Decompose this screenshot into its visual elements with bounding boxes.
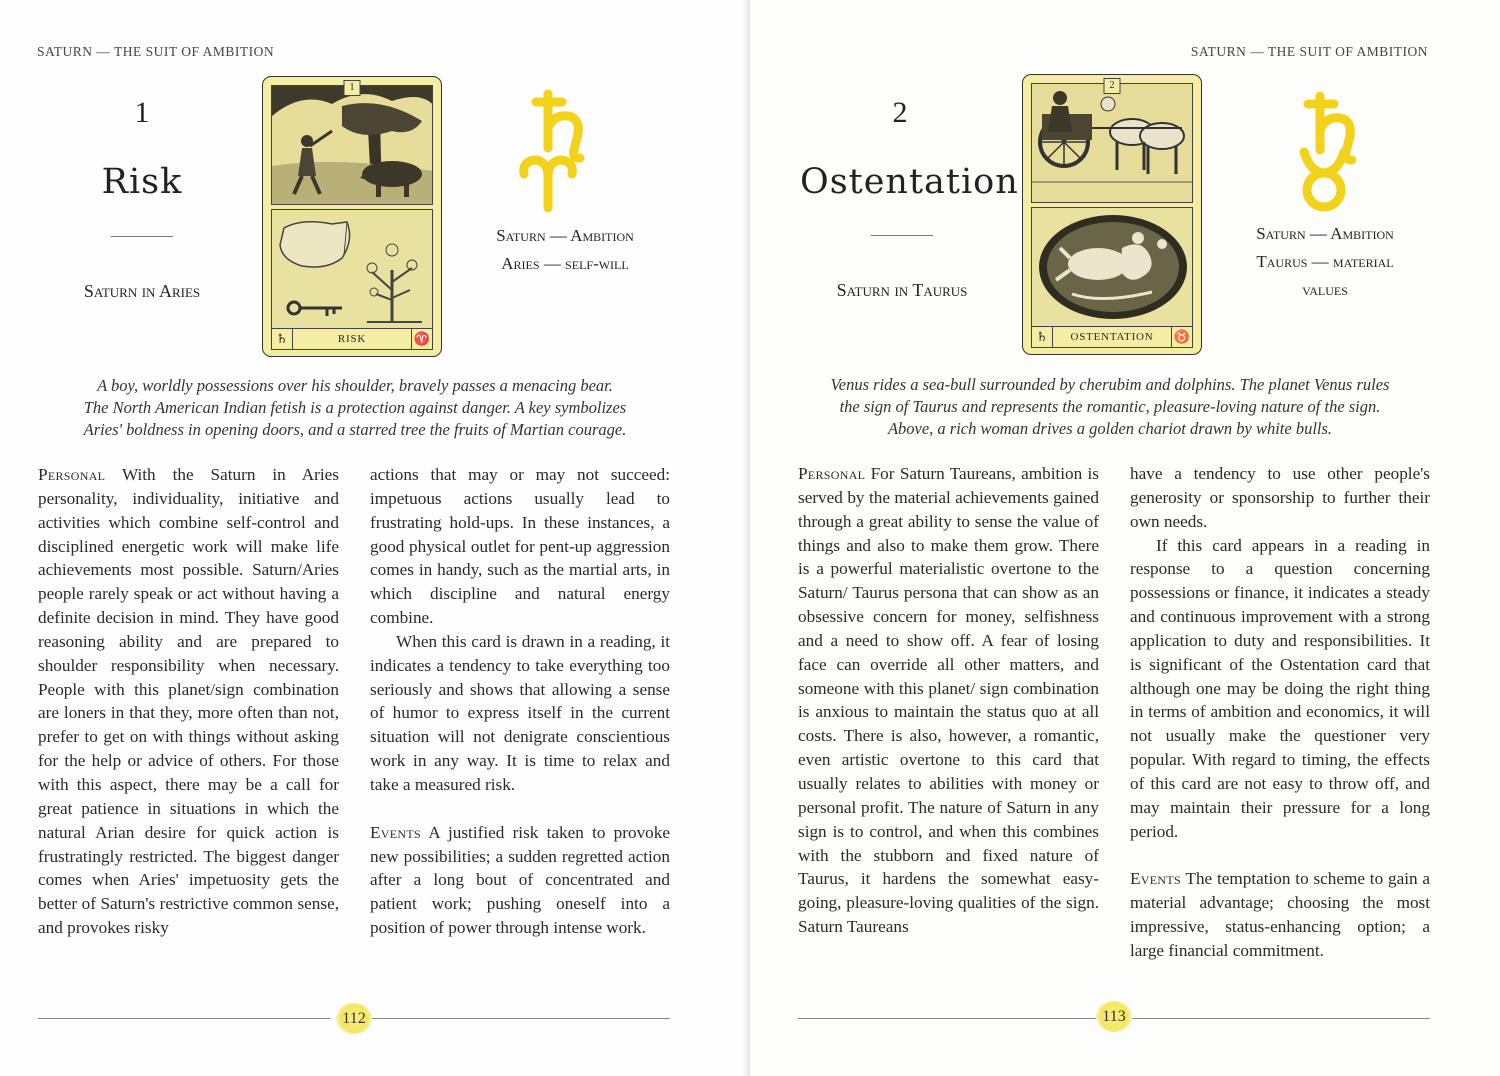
running-head: SATURN — THE SUIT OF AMBITION (37, 44, 275, 59)
footer-rule-left (798, 1018, 1096, 1019)
personal-text: With the Saturn in Aries personality, individuality, initiative and activities which combine self-control and disciplined energetic work will make life achievements most possible. Saturn/Aries people rarely speak or act without having a definite decision in mind. They have good reasoning ability and are prepared to shoulder responsibility when necessary. People with this planet/sign combination are loners in that they, more often than not, prefer to get on with things without asking for the help or advice of others. For those with this aspect, there may be a call for great patience in situations in which the natural Arian desire for quick action is frustratingly restricted. The biggest danger comes when Aries' impetuosity gets the better of Saturn's restrictive common sense, and provokes risky (38, 465, 339, 938)
saturn-glyph: ♄ (1032, 327, 1053, 347)
card-caption-2: The North American Indian fetish is a protection against danger. A key symbolizes (83, 398, 627, 417)
paragraph: actions that may or may not succeed: impetuous actions usually lead to frustrating hold-ups. In these instances, a good physical outlet for pent-up aggression comes in handy, such as the martial arts, in which discipline and natural energy combine. (370, 465, 670, 628)
body-column-2 (1130, 462, 1430, 963)
card-caption-3: Aries' boldness in opening doors, and a starred tree the fruits of Martian courage. (83, 420, 627, 439)
card-top-scene (271, 85, 433, 205)
attribute-line-3: values (1302, 280, 1348, 299)
card-subtitle: Saturn in Taurus (836, 280, 968, 300)
divider (111, 236, 173, 237)
tarot-card-image (1022, 74, 1202, 355)
paragraph: If this card appears in a reading in response to a question concerning possessions or finance, it indicates a steady and continuous improvement with a strong application to duty and responsibilities. It is significant of the Ostentation card that although one may be doing the right thing in terms of ambition and economics, it will not usually make the questioner very popular. With regard to timing, the effects of this card are not easy to throw off, and may maintain their pressure for a long period. (1130, 535, 1430, 841)
card-label: OSTENTATION (1070, 331, 1154, 343)
card-title: Risk (101, 162, 183, 202)
tarot-card-image (262, 76, 442, 357)
attribute-line-2: Taurus — material (1256, 252, 1394, 271)
card-number: 1 (134, 96, 150, 129)
card-number-badge: 1 (344, 80, 361, 96)
section-label-personal: Personal (798, 464, 866, 483)
body-column-2 (370, 463, 670, 940)
card-title: Ostentation (800, 162, 1019, 202)
body-column-1 (38, 463, 339, 940)
aries-glyph: ♈ (411, 329, 432, 349)
events-text: A justified risk taken to provoke new possibilities; a sudden regretted action after a long bout of concentrated and patient work; pushing oneself into a position of power through intense work. (370, 822, 671, 938)
personal-text: For Saturn Taureans, ambition is served by the material achievements gained through a great ability to sense the value of things and also to make them grow. There is a powerful materialistic overtone to the Saturn/ Taurus persona that can show as an obsessive concern for money, selfishness and a need to show off. A fear of losing face can override all other matters, and someone with this planet/ sign combination is anxious to maintain the status quo at all costs. There is also, however, a romantic, even artistic overtone to this card that usually relates to abilities with money or personal profit. The nature of Saturn in any sign is to control, and when this combines with the stubborn and fixed nature of Taurus, it hardens the somewhat easy-going, pleasure-loving qualities of the sign. Saturn Taureans (798, 464, 1100, 937)
paragraph: When this card is drawn in a reading, it indicates a tendency to take everything too seriously and shows that allowing a sense of humor to express itself in the current situation will not denigrate conscientious work in any way. It is time to relax and take a measured risk. (370, 631, 670, 794)
taurus-icon (1280, 138, 1370, 228)
aries-icon (508, 126, 588, 216)
card-label: RISK (337, 333, 367, 345)
page-number: 113 (1096, 1001, 1132, 1032)
card-caption-1: Venus rides a sea-bull surrounded by cherubim and dolphins. The planet Venus rules (830, 375, 1390, 394)
card-number: 2 (892, 96, 908, 129)
attribute-line-1: Saturn — Ambition (1256, 224, 1394, 243)
card-footer (271, 328, 433, 350)
attribute-line-1: Saturn — Ambition (496, 226, 634, 245)
page-number: 112 (336, 1003, 372, 1034)
section-label-personal: Personal (38, 465, 106, 484)
card-subtitle: Saturn in Aries (83, 281, 201, 301)
card-bottom-scene (271, 209, 433, 329)
footer-rule-left (38, 1018, 330, 1019)
attribute-line-2: Aries — self-will (501, 254, 629, 273)
paragraph: have a tendency to use other people's generosity or sponsorship to further their own needs. (1130, 464, 1430, 531)
events-text: The temptation to scheme to gain a material advantage; choosing the most impressive, status-enhancing option; a large financial commitment. (1130, 869, 1430, 960)
footer-rule-right (372, 1018, 670, 1019)
saturn-glyph: ♄ (272, 329, 293, 349)
section-label-events: Events (1130, 869, 1181, 889)
taurus-glyph: ♉ (1171, 327, 1192, 347)
card-footer (1031, 326, 1193, 348)
running-head: SATURN — THE SUIT OF AMBITION (1190, 44, 1428, 59)
card-caption-1: A boy, worldly possessions over his shoulder, bravely passes a menacing bear. (97, 376, 613, 395)
section-label-events: Events (370, 822, 421, 842)
footer-rule-right (1132, 1018, 1430, 1019)
card-caption-2: the sign of Taurus and represents the romantic, pleasure-loving nature of the sign. (839, 397, 1381, 416)
card-caption-3: Above, a rich woman drives a golden chariot drawn by white bulls. (887, 419, 1333, 438)
card-number-badge: 2 (1104, 78, 1121, 94)
body-column-1 (798, 462, 1099, 939)
card-bottom-scene (1031, 207, 1193, 327)
divider (871, 235, 933, 236)
right-page (750, 0, 1500, 1076)
card-top-scene (1031, 83, 1193, 203)
